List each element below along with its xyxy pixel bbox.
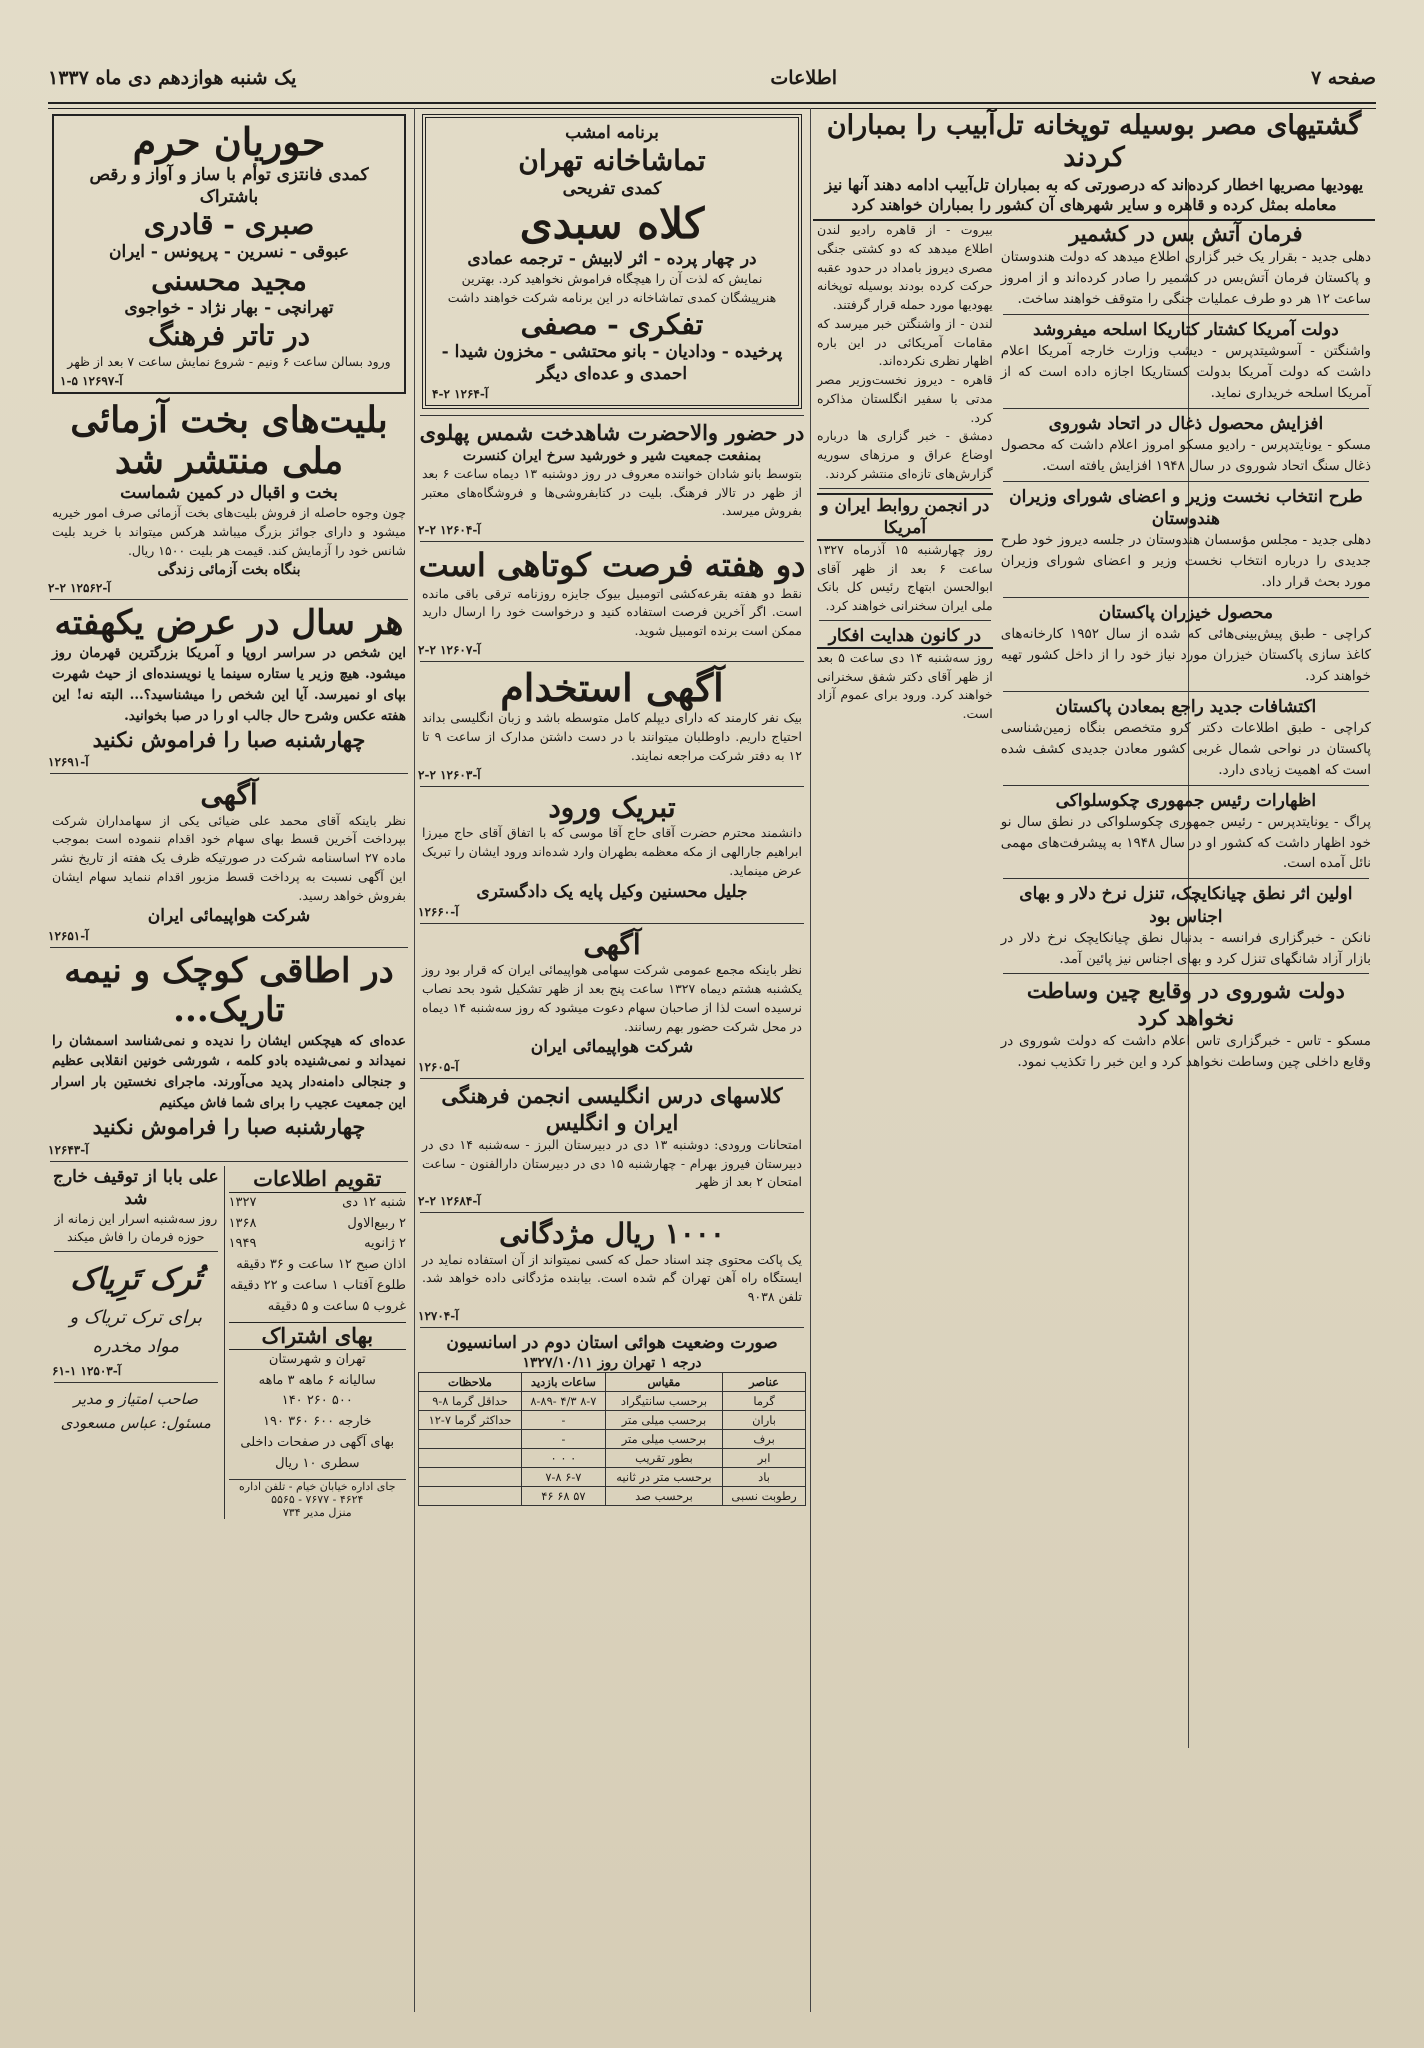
cast-headline: تفکری - مصفی	[520, 307, 704, 341]
headline-iran-us: در انجمن روابط ایران و آمریکا	[817, 493, 993, 541]
reward-headline: ۱۰۰۰ ریال مژدگانی	[499, 1217, 725, 1251]
article-council: دهلی جدید - مجلس مؤسسان هندوستان در جلسه دیروز خود طرح جدیدی را درباره انتخاب نخست وزیر و اعضای شورای وزیران مورد بحث قرار داد.	[1000, 532, 1371, 590]
article-soviet: مسکو - تاس - خبرگزاری تاس اعلام داشت که دولت شوروی در وقایع داخلی چین وساطت نخواهد کرد و این خبر را تکذیب نمود.	[1000, 1032, 1371, 1070]
article-pakistan-bamboo: کراچی - طبق پیش‌بینی‌هائی که شده از سال ۱۹۵۲ کارخانه‌های کاغذ سازی پاکستان خیزران مورد نیاز خود را از داخل کشور تهیه خواهند کرد.	[1000, 625, 1371, 684]
ad-reference: آ-۱۲۶۰۷ ۲-۲	[418, 642, 481, 657]
calendar-label: غروب ۵ ساعت و ۵ دقیقه	[267, 1298, 406, 1314]
ad-reference: آ-۱۲۵۶۲ ۲-۲	[48, 580, 111, 595]
table-cell: ابر	[723, 1449, 806, 1468]
ad-reference: آ-۱۲۶۵۱	[48, 929, 89, 944]
list-item: ۵۰۰ ۲۶۰ ۱۴۰	[281, 1393, 353, 1409]
article-mines: کراچی - طبق اطلاعات دکتر کرو متخصص بنگاه زمین‌شناسی پاکستان در نواحی شمال غربی کشور معادن جدیدی کشف شده است که اهمیت زیادی دارد.	[1000, 719, 1371, 778]
calendar-label: شنبه ۱۲ دی	[342, 1194, 406, 1210]
table-cell: حداقل گرما ۸-۹	[419, 1392, 522, 1411]
ad-reference: آ-۱۲۶۸۴ ۲-۲	[418, 1194, 481, 1209]
concert-sub: بمنفعت جمعیت شیر و خورشید سرخ ایران کنسرت	[462, 447, 762, 464]
list-item: بهای آگهی در صفحات داخلی	[240, 1434, 395, 1450]
table-cell: ۸-۷ ۴/۳ -۸-۸۹	[522, 1392, 606, 1411]
contest-body: نقط دو هفته بقرعه‌کشی اتومبیل بیوک جایزه روزنامه ترقی باقی مانده است. اگر آخرین فرصت استفاده کنید و درخواست خود را ارسال دارید ممکن است برنده اتومبیل شوید.	[422, 585, 802, 639]
news-narrow-subcolumn	[813, 221, 997, 1073]
ali-baba-body: روز سه‌شنبه اسرار این زمانه از حوزه فرمان را فاش میکند	[54, 1210, 218, 1245]
table-cell	[419, 1449, 522, 1468]
notice-headline: آگهی	[583, 927, 641, 961]
table-cell: برف	[723, 1430, 806, 1449]
table-row	[419, 1392, 806, 1411]
yearly-body: این شخص در سراسر اروپا و آمریکا بزرگترین قهرمان روز میشود. هیچ وزیر یا ستاره سینما یا نویسنده‌ای از حیث شهرت بپای او نمیرسد. آیا این شخص را میشناسید؟... البته نه! این هفته عکس وشرح حال جالب او را در صبا بخوانید.	[52, 645, 406, 724]
news-subcolumn	[997, 221, 1375, 1073]
table-cell: گرما	[723, 1392, 806, 1411]
table-cell: باران	[723, 1411, 806, 1430]
article-paragraph: بیروت - از قاهره رادیو لندن اطلاع میدهد که دو کشتی جنگی مصری دیروز بامداد در حدود عقبه حرکت کرده بودند بوسیله توپخانه یهودیها مورد حمله قرار گرفتند.	[817, 222, 993, 313]
genre-label: کمدی تفریحی	[562, 178, 662, 199]
english-classes-body: امتحانات ورودی: دوشنبه ۱۳ دی در دبیرستان البرز - سه‌شنبه ۱۴ دی در دبیرستان فیروز بهرام - چهارشنبه ۱۵ دی در دبیرستان دارالفنون - ساعت امتحان ۲ بعد از ظهر	[422, 1136, 802, 1190]
houris-cast: صبری - قادری	[143, 207, 315, 241]
list-item	[229, 1214, 406, 1235]
table-row	[419, 1468, 806, 1487]
ad-reference: آ-۱۲۷۰۴	[418, 1308, 459, 1323]
calendar-value: ۱۳۶۸	[228, 1215, 257, 1231]
table-cell: بطور تقریب	[605, 1449, 722, 1468]
table-cell: حداکثر گرما ۷-۱۲	[419, 1411, 522, 1430]
headline-kashmir: فرمان آتش بس در کشمیر	[1069, 221, 1303, 247]
theatre-name: تماشاخانه تهران	[518, 144, 706, 178]
dark-room-tagline: چهارشنبه صبا را فراموش نکنید	[92, 1114, 366, 1140]
ad-reference: آ-۱۲۶۰۴ ۲-۲	[418, 523, 481, 538]
calendar-label: ۲ ربیع‌الاول	[347, 1215, 406, 1231]
office-address: جای اداره خیابان خیام - تلفن اداره ۴۶۲۴ - ۷۶۷۷ - ۵۵۶۵	[229, 1479, 406, 1506]
table-row	[419, 1411, 806, 1430]
list-item	[229, 1297, 406, 1318]
paper-name: اطلاعات	[770, 67, 838, 89]
contest-headline: دو هفته فرصت کوتاهی است	[418, 546, 806, 585]
agahi-signature: شرکت هواپیمائی ایران	[147, 906, 311, 927]
headline-china: اولین اثر نطق چیانکایچک، تنزل نرخ دلار و بهای اجناس بود	[1019, 884, 1353, 927]
headline-pakistan-bamboo: محصول خیزران پاکستان	[1098, 602, 1273, 623]
list-item	[229, 1255, 406, 1276]
table-cell	[419, 1430, 522, 1449]
yearly-headline: هر سال در عرض یکهفته	[54, 602, 404, 643]
calendar-title: تقویم اطلاعات	[229, 1166, 406, 1193]
column-divider	[810, 108, 811, 2012]
notice-signature: شرکت هواپیمائی ایران	[530, 1037, 694, 1058]
english-classes-headline: کلاسهای درس انگلیسی انجمن فرهنگی ایران و انگلیس	[441, 1083, 783, 1135]
ad-reference: آ-۱۲۵۰۳ ۱-۶۱	[52, 1363, 122, 1378]
list-item: خارجه ۶۰۰ ۳۶۰ ۱۹۰	[263, 1414, 372, 1430]
employment-body: بیک نفر کارمند که دارای دیپلم کامل متوسطه باشد و زبان انگلیسی بداند احتیاج داریم. داوطلبان میتوانند با در دست داشتن مدارک از ساعت ۹ تا ۱۲ به دفتر شرکت مراجعه نمایند.	[422, 710, 802, 763]
weather-headline: صورت وضعیت هوائی استان دوم در اسانسیون	[446, 1332, 778, 1353]
headline-kanun: در کانون هدایت افکار	[817, 625, 993, 649]
list-item: سالیانه ۶ ماهه ۳ ماهه	[258, 1372, 376, 1388]
table-cell: برحسب متر در ثانیه	[605, 1468, 722, 1487]
article-iran-us: روز چهارشنبه ۱۵ آذرماه ۱۳۲۷ ساعت ۶ بعد از ظهر آقای ابوالحسن ابتهاج رئیس کل بانک ملی ایران سخنرانی خواهند کرد.	[817, 541, 993, 613]
list-item	[229, 1276, 406, 1297]
greeting-body: دانشمند محترم حضرت آقای حاج آقا موسی که با اتفاق آقای حاج میرزا ابراهیم جارالهی از مکه معظمه بطهران وارد شده‌اند ورود ایشان را تبریک عرض مینماید.	[422, 825, 802, 878]
play-description: نمایش که لذت آن را هیچگاه فراموش نخواهید کرد. بهترین هنرپیشگان کمدی تماشاخانه در این برنامه شرکت خواهند داشت	[447, 271, 777, 305]
article-paragraph: لندن - از واشنگتن خبر میرسد که مقامات آمریکائی در این باره اظهار نظری نکرده‌اند.	[817, 315, 993, 369]
brand-logo: تُرک تَرِیاک	[70, 1262, 202, 1298]
weather-col-header: مقیاس	[605, 1373, 722, 1392]
greeting-headline: تبریک ورود	[548, 790, 676, 824]
notice-body: نظر باینکه مجمع عمومی شرکت سهامی هواپیمائی ایران که قرار بود روز یکشنبه هشتم دیماه ۱۳۲۷ ساعت پنج بعد از ظهر تشکیل شود بحد نصاب نرسیده است لذا از صاحبان سهام دعوت میشود که روز سه‌شنبه ۱۴ دیماه در محل شرکت حضور بهم رسانند.	[422, 962, 802, 1034]
table-cell: برحسب صد	[605, 1487, 722, 1506]
article-kanun: روز سه‌شنبه ۱۴ دی ساعت ۵ بعد از ظهر آقای دکتر شفق سخنرانی خواهند کرد. ورود برای عموم آزاد است.	[817, 649, 993, 722]
table-cell: باد	[723, 1468, 806, 1487]
weather-subheadline: درجه ۱ تهران روز ۱۳۲۷/۱۰/۱۱	[522, 1355, 702, 1372]
brand-sub: برای ترک تریاک و مواد مخدره	[69, 1307, 203, 1357]
table-row	[419, 1487, 806, 1506]
ad-reference: آ-۱۲۶۶۰	[418, 904, 459, 919]
list-item	[229, 1193, 406, 1214]
calendar-box	[224, 1166, 410, 1519]
cast-list: پرخیده - ودادیان - بانو محتشی - مخزون شیدا - احمدی و عده‌ای دیگر	[441, 342, 783, 385]
article-paragraph: دمشق - خبر گزاری ها درباره اوضاع عراق و مرزهای سوریه گزارش‌های تازه‌ای منتشر کردند.	[817, 428, 993, 481]
calendar-label: طلوع آفتاب ۱ ساعت و ۲۲ دقیقه	[230, 1277, 406, 1293]
article-czech: پراگ - یونایتدپرس - رئیس جمهوری چکوسلواکی در نطق سال نو خود اظهار داشت که کشور او در سال ۱۹۴۸ به پیشرفت‌های مهمی نائل آمده است.	[1000, 813, 1371, 872]
houris-subtitle: کمدی فانتزی توأم با ساز و آواز و رقص	[89, 164, 369, 185]
houris-title: حوریان حرم	[132, 119, 326, 164]
table-cell	[419, 1468, 522, 1487]
lottery-signature: بنگاه بخت آزمائی زندگی	[157, 561, 301, 578]
article-coal: مسکو - یونایتدپرس - رادیو مسکو امروز اعلام داشت که محصول ذغال سنگ اتحاد شوروی در سال ۱۹۴۸ افزایش یافته است.	[1000, 437, 1371, 474]
office-phone: منزل مدیر ۷۳۴	[282, 1505, 352, 1519]
ali-baba-box	[48, 1166, 224, 1519]
ads-column-middle	[418, 108, 806, 2008]
headline-soviet: دولت شوروی در وقایع چین وساطت نخواهد کرد	[1026, 978, 1345, 1030]
headline-arms: دولت آمریکا کشتار کتاریکا اسلحه میفروشد	[1033, 320, 1339, 341]
calendar-value: ۱۹۴۹	[228, 1236, 257, 1252]
article-arms: واشنگتن - آسوشیتدپرس - دیشب وزارت خارجه آمریکا اعلام داشت که دولت آمریکا بدولت کستاریکا اجازه داده است که از آمریکا اسلحه خریداری نماید.	[1000, 343, 1371, 402]
yearly-tagline: چهارشنبه صبا را فراموش نکنید	[92, 726, 366, 752]
greeting-signature: جلیل محسنین وکیل پایه یک دادگستری	[476, 881, 748, 902]
article-china: نانکن - خبرگزاری فرانسه - بدنبال نطق چیانکایچک نرخ دلار در بازار آزاد شانگهای تنزل کرد و بهای اجناس نیز پائین آمد.	[1000, 929, 1371, 967]
theatre-ad	[422, 114, 802, 409]
program-label: برنامه امشب	[565, 123, 659, 143]
news-column-right	[813, 108, 1375, 2008]
weather-table	[418, 1372, 806, 1506]
houris-cast: مجید محسنی	[151, 263, 307, 297]
headline-czech: اظهارات رئیس جمهوری چکوسلواکی	[1055, 790, 1317, 811]
houris-cast: عبوقی - نسرین - پرپونس - ایران	[108, 242, 350, 263]
houris-time: ورود بسالن ساعت ۶ ونیم - شروع نمایش ساعت ۷ بعد از ظهر	[67, 353, 391, 369]
houris-cast: تهرانچی - بهار نژاد - خواجوی	[124, 298, 334, 319]
table-cell: برحسب میلی متر	[605, 1430, 722, 1449]
headline-egypt: گشتیهای مصر بوسیله توپخانه تل‌آبیب را بمباران کردند	[826, 110, 1362, 174]
weather-col-header: ملاحظات	[419, 1373, 522, 1392]
reward-body: یک پاکت محتوی چند اسناد حمل که کسی نمیتواند از آن استفاده نماید در ایستگاه راه آهن تهران گم شده است. بیابنده مژدگانی داده خواهد شد. تلفن ۹۰۳۸	[422, 1251, 802, 1305]
headline-council: طرح انتخاب نخست وزیر و اعضای شورای وزیران هندوستان	[1009, 486, 1363, 529]
table-cell: -	[522, 1411, 606, 1430]
agahi-body: نظر باینکه آقای محمد علی ضیائی یکی از سهامداران شرکت بپرداخت آخرین قسط بهای سهام خود اقدام ننموده است بموجب ماده ۲۷ اساسنامه شرکت در صورتیکه ظرف یک هفته از تاریخ نشر این آگهی نسبت به پرداخت قسط مزبور اقدام ننماید سهام ایشان بفروش خواهد رسید.	[52, 812, 406, 903]
lottery-headline: بلیت‌های بخت آزمائی ملی منتشر شد	[70, 398, 388, 482]
lottery-body: چون وجوه حاصله از فروش بلیت‌های بخت آزمائی صرف امور خیریه میشود و دارای جوائز بزرگ میباشد هرکس میتواند با خرید بلیت شانس خود را آزمایش کند. قیمت هر بلیت ۱۵۰۰ ریال.	[52, 505, 406, 558]
weather-col-header: ساعات بازدید	[522, 1373, 606, 1392]
subscription-title: بهای اشتراک	[229, 1322, 406, 1350]
ad-reference: آ-۱۲۶۹۱	[48, 754, 89, 769]
ads-column-left	[48, 108, 410, 2008]
headline-mines: اکتشافات جدید راجع بمعادن پاکستان	[1055, 696, 1317, 717]
lottery-sub: بخت و اقبال در کمین شماست	[120, 483, 338, 504]
dark-room-body: عده‌ای که هیچکس ایشان را ندیده و نمی‌شناسد اسمشان را نمیداند و نمی‌شنیده بادو کلمه ، شورشی خونین انقلابی عظیم و جنجالی دامنه‌دار پدید می‌آورند. ماجرای نخستین بار اسرار این جمعیت عجیب را برای شما فاش میکنیم	[52, 1032, 406, 1112]
subscription-list	[229, 1350, 406, 1475]
table-cell: -	[522, 1430, 606, 1449]
list-item: سطری ۱۰ ریال	[275, 1455, 360, 1471]
play-details: در چهار پرده - اثر لابیش - ترجمه عمادی	[467, 249, 757, 270]
column-divider	[414, 108, 415, 2012]
ad-reference: آ-۱۲۶۰۳ ۲-۲	[418, 767, 481, 782]
ad-reference: آ-۱۲۶۴۳	[48, 1142, 89, 1157]
calendar-list	[229, 1193, 406, 1318]
table-cell: برحسب میلی متر	[605, 1411, 722, 1430]
weather-header-row	[419, 1373, 806, 1392]
table-cell: ۵۷ ۶۸ ۴۶	[522, 1487, 606, 1506]
concert-headline: در حضور والاحضرت شاهدخت شمس پهلوی	[419, 420, 805, 446]
article-paragraph: قاهره - دیروز نخست‌وزیر مصر مدتی با سفیر انگلستان مذاکره کرد.	[817, 372, 993, 425]
calendar-value: ۱۳۲۷	[228, 1194, 257, 1210]
ad-reference: آ-۱۲۶۴ ۲-۴	[432, 387, 489, 402]
employment-headline: آگهی استخدام	[500, 664, 724, 710]
table-cell: ۰ ۰ ۰	[522, 1449, 606, 1468]
houris-ad	[52, 114, 406, 394]
table-cell: ۶-۷ ۷-۸	[522, 1468, 606, 1487]
houris-venue: در تاتر فرهنگ	[147, 319, 311, 353]
ali-baba-headline: علی بابا از توقیف خارج شد	[52, 1166, 219, 1209]
agahi-headline: آگهی	[200, 777, 258, 811]
calendar-label: اذان صبح ۱۲ ساعت و ۳۶ دقیقه	[236, 1257, 406, 1273]
page-header	[48, 58, 1376, 98]
table-row	[419, 1449, 806, 1468]
list-item: تهران و شهرستان	[268, 1351, 366, 1367]
issue-date: یک شنبه هوازدهم دی ماه ۱۳۳۷	[48, 67, 297, 89]
ad-reference: آ-۱۲۶۹۷ ۵-۱	[60, 373, 123, 388]
calendar-label: ۲ ژانویه	[364, 1236, 406, 1252]
subheadline-egypt: یهودیها مصریها اخطار کرده‌اند که درصورتی که به بمباران تل‌آبیب ادامه دهند آنها نیز معامله بمثل کرده و قاهره و سایر شهرهای آن کشور را بمباران خواهند کرد	[813, 175, 1375, 221]
headline-coal: افزایش محصول ذغال در اتحاد شوروی	[1048, 413, 1324, 434]
publisher-signature: صاحب امتیاز و مدیر مسئول: عباس مسعودی	[60, 1389, 211, 1432]
houris-with: باشتراک	[199, 186, 259, 207]
table-row	[419, 1430, 806, 1449]
weather-col-header: عناصر	[723, 1373, 806, 1392]
table-cell: رطوبت نسبی	[723, 1487, 806, 1506]
list-item	[229, 1234, 406, 1255]
article-kashmir: دهلی جدید - بقرار یک خبر گزاری اطلاع میدهد که دولت هندوستان و پاکستان فرمان آتش‌بس در کشمیر را صادر کرده‌اند و از امروز ساعت ۱۲ هر دو طرف عملیات جنگی را متوقف خواهند ساخت.	[1000, 249, 1371, 308]
table-cell: برحسب سانتیگراد	[605, 1392, 722, 1411]
concert-body: بتوسط بانو شادان خواننده معروف در روز دوشنبه ۱۳ دیماه ساعت ۶ بعد از ظهر در تالار فرهنگ. بلیت در کتابفروشی‌ها و فروشگاه‌های معتبر بفروش میرسد.	[422, 465, 802, 519]
play-title: کلاه سبدی	[519, 198, 705, 248]
ad-reference: آ-۱۲۶۰۵	[418, 1060, 459, 1075]
page-number: صفحه ۷	[1310, 67, 1376, 89]
table-cell	[419, 1487, 522, 1506]
dark-room-headline: در اطاقی کوچک و نیمه تاریک...	[64, 951, 394, 1031]
bottom-boxes	[48, 1166, 410, 1519]
